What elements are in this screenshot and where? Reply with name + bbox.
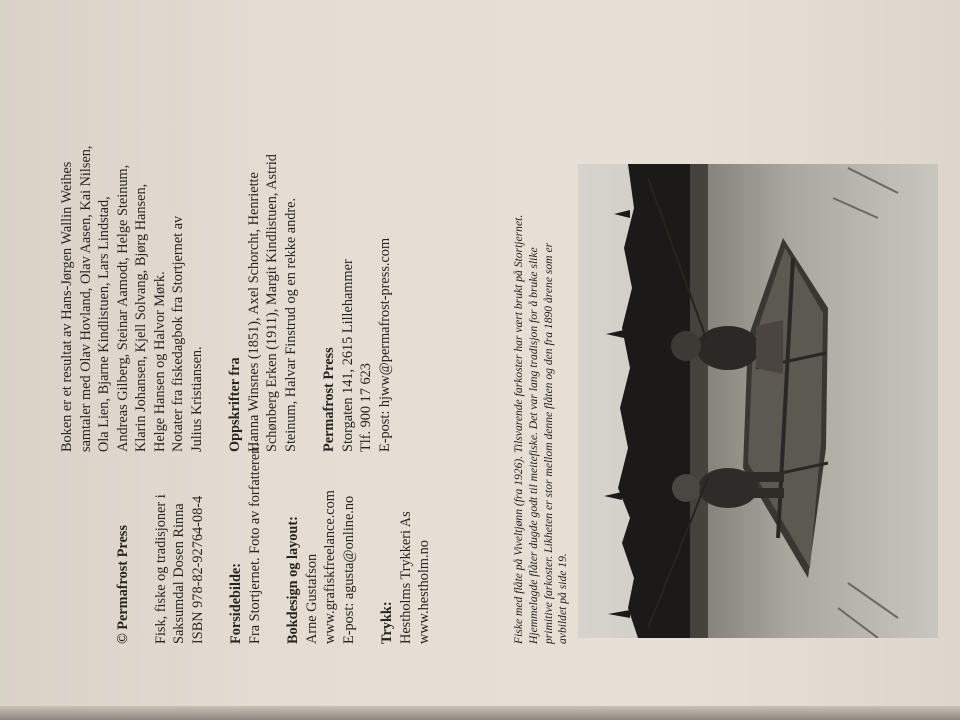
raft-fishing-photo <box>578 164 938 638</box>
credits-column <box>58 52 414 452</box>
printer-name: Hestholms Trykkeri As <box>397 511 414 644</box>
cover-heading: Forsidebilde: <box>228 562 244 644</box>
designer-email: E-post: agusta@online.no <box>340 495 357 644</box>
cover-section <box>227 443 264 644</box>
intro-line: Boken er et resultat av Hans-Jørgen Wallin Weihes <box>59 161 75 452</box>
intro-line: Notater fra fiskedagbok fra Stortjernet av <box>170 215 186 452</box>
caption-line: avbildet på side 19. <box>556 553 570 644</box>
cover-text: Fra Stortjernet. Foto av forfatteren. <box>246 443 263 644</box>
publisher-email: E-post: hjww@permafrost-press.com <box>376 237 393 452</box>
recipes-line: Schønberg Erken (1911), Margit Kindlistuen, Astrid <box>264 154 280 452</box>
book-title-line: Saksumdal Dosen Rinna <box>171 503 187 644</box>
caption-line: Hjemmelagde flåter dugde godt til meitefiske. Det var lang tradisjon for å bruke slike <box>526 247 540 644</box>
intro-line: samtaler med Olav Hovland, Olav Aasen, Kai Nilsen, <box>77 145 94 452</box>
publisher-phone: Tlf. 900 17 623 <box>358 363 374 452</box>
photo-illustration <box>578 164 938 638</box>
recipes-section <box>226 52 300 452</box>
recipes-line: Steinum, Halvar Finstrud og en rekke andre. <box>282 197 299 452</box>
book-info <box>152 454 208 644</box>
recipes-heading: Oppskrifter fra <box>227 357 243 452</box>
caption-line: Fiske med flåte på Viveltjønn (fra 1926). Tilsvarende farkoster har vært brukt på Stortjernet. <box>512 214 525 644</box>
publisher-address: Storgaten 141, 2615 Lillehammer <box>339 259 356 452</box>
intro-line: Helge Hansen og Halvor Mørk. <box>151 271 168 452</box>
design-section <box>284 454 358 644</box>
publisher-section <box>320 52 394 452</box>
intro-paragraph <box>58 52 206 452</box>
intro-line: Julius Kristiansen. <box>188 346 205 452</box>
recipes-line: Hanna Winsnes (1851), Axel Schorcht, Henriette <box>245 172 262 452</box>
book-title-line: Fisk, fiske og tradisjoner i <box>152 494 169 644</box>
caption-line: primitive farkoster. Likheten er stor mellom denne flåten og den fra 1890 årene som er <box>541 242 555 644</box>
publisher-heading: Permafrost Press <box>321 347 337 452</box>
copyright-notice: © Permafrost Press <box>115 525 131 644</box>
isbn: ISBN 978-82-92764-08-4 <box>189 495 206 644</box>
designer-website: www.grafiskfreelance.com <box>322 490 338 644</box>
intro-line: Andreas Gilberg, Steinar Aamodt, Helge Steinum, <box>114 164 131 452</box>
photo-caption <box>512 168 571 644</box>
intro-line: Klarin Johansen, Kjell Solvang, Bjørg Hansen, <box>133 183 149 452</box>
printer-website: www.hestholm.no <box>416 540 432 644</box>
print-heading: Trykk: <box>379 601 395 644</box>
imprint-column <box>114 443 454 644</box>
print-section <box>378 454 434 644</box>
design-heading: Bokdesign og layout: <box>285 516 301 644</box>
intro-line: Ola Lien, Bjarne Kindlistuen, Lars Lindstad, <box>96 196 112 452</box>
designer-name: Arne Gustafson <box>303 553 320 644</box>
